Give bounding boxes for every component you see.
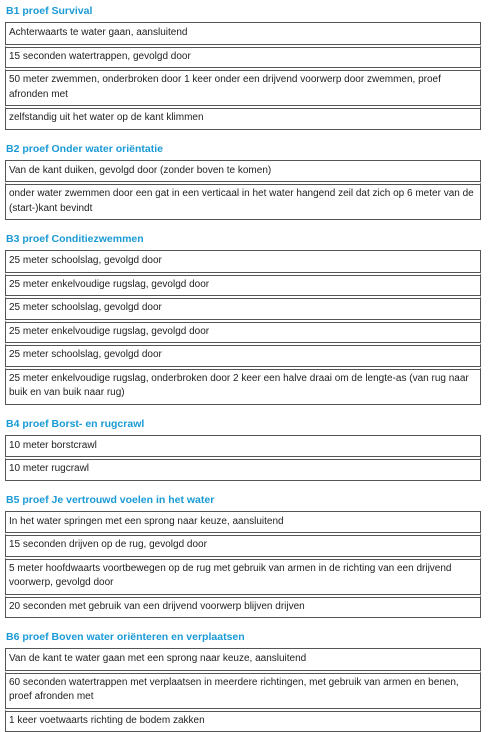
item-list <box>5 511 481 619</box>
list-item: Van de kant te water gaan met een sprong naar keuze, aansluitend <box>5 649 481 671</box>
section-title: B6 proef Boven water oriënteren en verplaatsen <box>5 630 481 644</box>
list-item: 20 seconden met gebruik van een drijvend voorwerp blijven drijven <box>5 595 481 619</box>
list-item: In het water springen met een sprong naar keuze, aansluitend <box>5 512 481 534</box>
list-item: 10 meter rugcrawl <box>5 457 481 481</box>
list-item: 25 meter enkelvoudige rugslag, gevolgd door <box>5 273 481 297</box>
list-item: 1 keer voetwaarts richting de bodem zakken <box>5 709 481 732</box>
section-b2 <box>5 142 481 221</box>
list-item: onder water zwemmen door een gat in een verticaal in het water hangend zeil dat zich op 6 meter van de (start-)kant bevindt <box>5 182 481 220</box>
list-item: 15 seconden watertrappen, gevolgd door <box>5 45 481 69</box>
list-item: 25 meter schoolslag, gevolgd door <box>5 343 481 367</box>
section-b4 <box>5 417 481 481</box>
section-b1 <box>5 4 481 130</box>
list-item: 60 seconden watertrappen met verplaatsen in meerdere richtingen, met gebruik van armen en benen, proef afronden met <box>5 671 481 709</box>
item-list <box>5 250 481 405</box>
list-item: 50 meter zwemmen, onderbroken door 1 keer onder een drijvend voorwerp door zwemmen, proef afronden met <box>5 68 481 106</box>
section-title: B2 proef Onder water oriëntatie <box>5 142 481 156</box>
list-item: 25 meter enkelvoudige rugslag, gevolgd door <box>5 320 481 344</box>
section-b5 <box>5 493 481 619</box>
list-item: 25 meter schoolslag, gevolgd door <box>5 296 481 320</box>
list-item: zelfstandig uit het water op de kant klimmen <box>5 106 481 130</box>
item-list <box>5 435 481 481</box>
section-b3 <box>5 232 481 405</box>
section-b6 <box>5 630 481 732</box>
section-title: B1 proef Survival <box>5 4 481 18</box>
section-title: B4 proef Borst- en rugcrawl <box>5 417 481 431</box>
list-item: 15 seconden drijven op de rug, gevolgd door <box>5 533 481 557</box>
list-item: 25 meter schoolslag, gevolgd door <box>5 251 481 273</box>
section-title: B5 proef Je vertrouwd voelen in het water <box>5 493 481 507</box>
list-item: Van de kant duiken, gevolgd door (zonder boven te komen) <box>5 161 481 183</box>
item-list <box>5 160 481 221</box>
list-item: 10 meter borstcrawl <box>5 436 481 458</box>
list-item: 25 meter enkelvoudige rugslag, onderbroken door 2 keer een halve draai om de lengte-as (van rug naar buik en van buik naar rug) <box>5 367 481 405</box>
item-list <box>5 22 481 130</box>
list-item: Achterwaarts te water gaan, aansluitend <box>5 23 481 45</box>
list-item: 5 meter hoofdwaarts voortbewegen op de rug met gebruik van armen in de richting van een drijvend voorwerp, gevolgd door <box>5 557 481 595</box>
section-title: B3 proef Conditiezwemmen <box>5 232 481 246</box>
item-list <box>5 648 481 732</box>
